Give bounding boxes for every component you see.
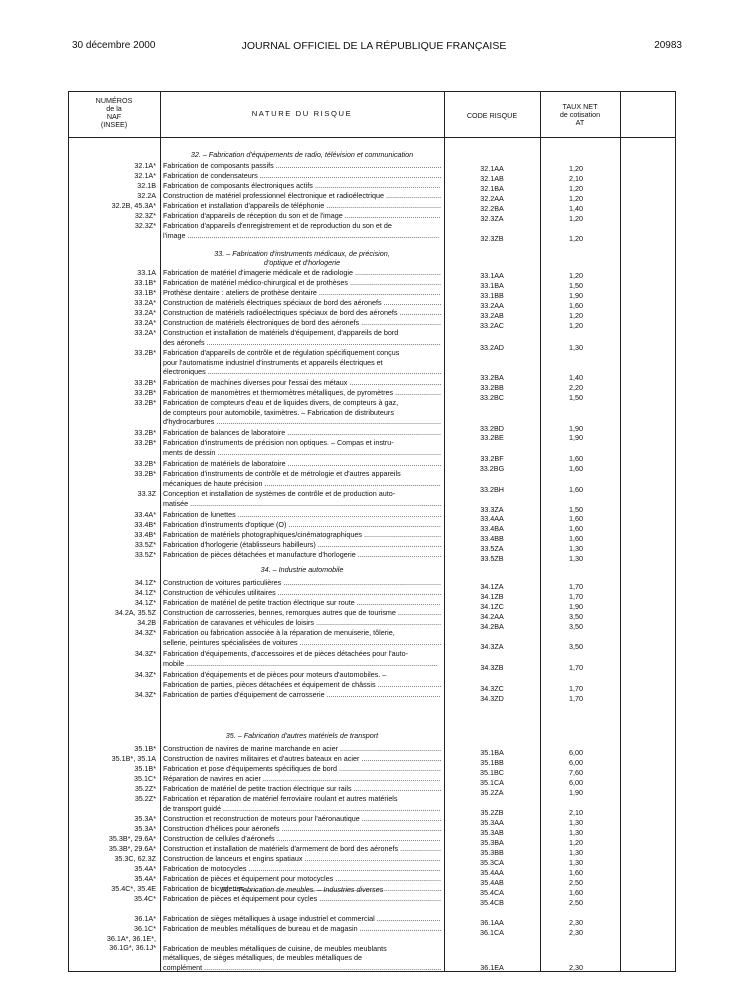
risk-rate: 1,40 xyxy=(569,373,583,382)
risk-code: 33.5ZA xyxy=(480,544,504,553)
risk-rate: 2,10 xyxy=(569,174,583,183)
risk-code: 35.4CB xyxy=(480,898,504,907)
risk-rate: 1,50 xyxy=(569,505,583,514)
risk-code: 35.1BB xyxy=(480,758,504,767)
risk-rate: 6,00 xyxy=(569,748,583,757)
risk-nature: Fabrication de balances de laboratoire ..... xyxy=(163,429,441,437)
risk-code: 35.4AA xyxy=(480,868,504,877)
risk-nature: Fabrication et installation d'appareils de téléphonie ..... xyxy=(163,202,441,210)
risk-code: 34.1ZB xyxy=(480,592,504,601)
risk-rate: 2,30 xyxy=(569,928,583,937)
column-header-naf-line: (INSEE) xyxy=(100,120,128,129)
risk-code: 33.2BE xyxy=(480,433,504,442)
naf-code: 33.2B* xyxy=(134,388,156,397)
risk-nature: Fabrication d'appareils de contrôle et de régulation spécifiquement conçus xyxy=(163,349,400,357)
naf-code: 32.3Z* xyxy=(134,211,156,220)
column-header-taux xyxy=(540,103,620,127)
naf-code: 35.1B*, 35.1A xyxy=(111,754,156,763)
risk-nature: Construction et installation de matériels d'armement de bord des aéronefs ..... xyxy=(163,845,441,853)
naf-code: 33.2A* xyxy=(134,328,156,337)
naf-code: 35.4C*, 35.4E xyxy=(111,884,156,893)
risk-rate: 1,30 xyxy=(569,818,583,827)
risk-nature: l'image ..... xyxy=(163,232,441,240)
risk-nature: Fabrication de motocycles ..... xyxy=(163,865,441,873)
risk-nature: Fabrication de manomètres et thermomètres métalliques, de pyromètres ..... xyxy=(163,389,441,397)
risk-code: 32.2AA xyxy=(480,194,504,203)
naf-code: 32.2A xyxy=(137,191,156,200)
risk-nature: Réparation de navires en acier ..... xyxy=(163,775,441,783)
risk-rate: 1,60 xyxy=(569,301,583,310)
section-title: 32. – Fabrication d'équipements de radio, télévision et communication xyxy=(190,150,414,159)
risk-nature: Construction de cellules d'aéronefs ..... xyxy=(163,835,441,843)
naf-code: 33.1B* xyxy=(134,278,156,287)
naf-code: 32.1A* xyxy=(134,171,156,180)
naf-code: 33.3Z xyxy=(137,489,156,498)
naf-code: 33.4B* xyxy=(134,530,156,539)
naf-code: 34.3Z* xyxy=(134,670,156,679)
risk-code: 32.2BA xyxy=(480,204,504,213)
risk-rate: 2,50 xyxy=(569,898,583,907)
risk-nature: Fabrication d'appareils de réception du son et de l'image ..... xyxy=(163,212,441,220)
risk-code: 33.4BB xyxy=(480,534,504,543)
risk-nature: Construction de matériel professionnel électronique et radioélectrique ..... xyxy=(163,192,441,200)
section-title: 34. – Industrie automobile xyxy=(260,565,344,574)
risk-code: 35.1CA xyxy=(480,778,504,787)
column-header-taux-line: de cotisation xyxy=(559,110,601,119)
risk-nature: Fabrication de lunettes ..... xyxy=(163,511,441,519)
risk-nature: Fabrication ou fabrication associée à la réparation de menuiserie, tôlerie, xyxy=(163,629,395,637)
naf-code: 36.1A* xyxy=(134,914,156,923)
risk-rate: 1,20 xyxy=(569,271,583,280)
risk-rate: 1,50 xyxy=(569,393,583,402)
risk-nature: Fabrication de matériel de petite traction électrique sur route ..... xyxy=(163,599,441,607)
risk-nature: ments de dessin ..... xyxy=(163,449,441,457)
naf-code: 32.1A* xyxy=(134,161,156,170)
risk-rate: 1,60 xyxy=(569,485,583,494)
risk-nature: Construction de matériels électriques spéciaux de bord des aéronefs ..... xyxy=(163,299,441,307)
risk-code: 35.4AB xyxy=(480,878,504,887)
risk-rate: 1,20 xyxy=(569,311,583,320)
naf-code: 33.2B* xyxy=(134,398,156,407)
risk-rate: 1,20 xyxy=(569,321,583,330)
risk-nature: Construction et installation de matériels d'équipement, d'appareils de bord xyxy=(163,329,399,337)
risk-rate: 1,20 xyxy=(569,214,583,223)
risk-rate: 1,30 xyxy=(569,544,583,553)
risk-nature: Construction de matériels radioélectriques spéciaux de bord des aéronefs ..... xyxy=(163,309,441,317)
risk-code: 33.2BF xyxy=(480,454,504,463)
risk-code: 36.1EA xyxy=(480,963,504,972)
risk-code: 32.1AB xyxy=(480,174,504,183)
naf-code: 34.1Z* xyxy=(134,598,156,607)
risk-nature: Fabrication et pose d'équipements spécifiques de bord ..... xyxy=(163,765,441,773)
risk-code: 33.1BB xyxy=(480,291,504,300)
naf-code: 35.4C* xyxy=(134,894,156,903)
risk-rate: 1,70 xyxy=(569,582,583,591)
risk-nature: Fabrication d'horlogerie (établisseurs habilleurs) ..... xyxy=(163,541,441,549)
risk-nature: sellerie, peintures spécialisées de voitures ..... xyxy=(163,639,441,647)
risk-nature: mécaniques de haute précision ..... xyxy=(163,480,441,488)
risk-rate: 1,90 xyxy=(569,602,583,611)
naf-code: 33.2A* xyxy=(134,318,156,327)
naf-code: 35.4A* xyxy=(134,864,156,873)
risk-nature: Fabrication de meubles métalliques de bureau et de magasin ..... xyxy=(163,925,441,933)
risk-code: 33.2BH xyxy=(480,485,504,494)
column-header-nature: NATURE DU RISQUE xyxy=(251,109,353,118)
naf-code: 33.2B* xyxy=(134,378,156,387)
naf-code: 35.3B*, 29.6A* xyxy=(108,834,156,843)
risk-rate: 1,60 xyxy=(569,868,583,877)
risk-nature: Construction de navires de marine marchande en acier ..... xyxy=(163,745,441,753)
naf-code: 33.2B* xyxy=(134,428,156,437)
risk-nature: Fabrication d'instruments de contrôle et de métrologie et d'autres appareils xyxy=(163,470,401,478)
naf-code: 33.2B* xyxy=(134,348,156,357)
column-header-naf-line: de la xyxy=(106,104,122,113)
risk-nature: Fabrication de matériel de petite traction électrique sur rails ..... xyxy=(163,785,441,793)
risk-code: 35.2ZB xyxy=(480,808,504,817)
risk-nature: pour l'automatisme industriel d'instruments et appareils électriques et xyxy=(163,358,383,367)
naf-code: 35.1B* xyxy=(134,764,156,773)
risk-nature: Fabrication de condensateurs ..... xyxy=(163,172,441,180)
risk-code: 33.1BA xyxy=(480,281,504,290)
section-title: 36. – Fabrication de meubles. – Industries diverses xyxy=(220,885,384,894)
header-rule xyxy=(68,137,676,138)
risk-rate: 1,90 xyxy=(569,788,583,797)
naf-code: 33.5Z* xyxy=(134,550,156,559)
naf-code: 33.1A xyxy=(137,268,156,277)
risk-code: 33.3ZA xyxy=(480,505,504,514)
risk-rate: 1,60 xyxy=(569,534,583,543)
naf-code: 33.2B* xyxy=(134,459,156,468)
risk-rate: 2,30 xyxy=(569,918,583,927)
risk-nature: Fabrication de matériel médico-chirurgical et de prothèses ..... xyxy=(163,279,441,287)
section-title: 35. – Fabrication d'autres matériels de transport xyxy=(225,731,379,740)
column-divider xyxy=(160,91,161,972)
risk-rate: 6,00 xyxy=(569,758,583,767)
naf-code: 36.1G*, 36.1J* xyxy=(109,943,156,952)
risk-nature: Fabrication de parties, pièces détachées et équipement de châssis ..... xyxy=(163,681,441,689)
header-page-number: 20983 xyxy=(654,40,682,51)
naf-code: 34.3Z* xyxy=(134,649,156,658)
risk-rate: 1,60 xyxy=(569,514,583,523)
risk-nature: Fabrication d'équipements, d'accessoires et de pièces détachées pour l'auto- xyxy=(163,650,409,658)
section-title: d'optique et d'horlogerie xyxy=(263,258,341,267)
risk-rate: 1,70 xyxy=(569,663,583,672)
risk-rate: 1,30 xyxy=(569,858,583,867)
risk-code: 34.3ZA xyxy=(480,642,504,651)
risk-nature: Construction de voitures particulières ..... xyxy=(163,579,441,587)
risk-rate: 1,20 xyxy=(569,838,583,847)
risk-code: 33.2BG xyxy=(479,464,505,473)
risk-code: 35.3AB xyxy=(480,828,504,837)
risk-nature: Construction d'hélices pour aéronefs ..... xyxy=(163,825,441,833)
risk-code: 33.2BA xyxy=(480,373,504,382)
naf-code: 35.1B* xyxy=(134,744,156,753)
risk-nature: Fabrication de sièges métalliques à usage industriel et commercial ..... xyxy=(163,915,441,923)
risk-code: 32.3ZA xyxy=(480,214,504,223)
column-header-taux-line: AT xyxy=(575,118,585,127)
risk-nature: Fabrication de meubles métalliques de cuisine, de meubles meublants xyxy=(163,944,387,953)
risk-nature: Fabrication de compteurs d'eau et de liquides divers, de compteurs à gaz, xyxy=(163,399,399,407)
risk-rate: 1,30 xyxy=(569,554,583,563)
risk-nature: Fabrication de bicyclettes ..... xyxy=(163,885,441,893)
risk-nature: complément ..... xyxy=(163,964,441,972)
risk-rate: 7,60 xyxy=(569,768,583,777)
column-header-naf-line: NAF xyxy=(106,112,122,121)
risk-code: 33.2BC xyxy=(480,393,504,402)
risk-code: 32.1AA xyxy=(480,164,504,173)
risk-code: 35.1BA xyxy=(480,748,504,757)
risk-nature: Construction de matériels électroniques de bord des aéronefs ..... xyxy=(163,319,441,327)
naf-code: 32.3Z* xyxy=(134,221,156,230)
risk-nature: électroniques ..... xyxy=(163,368,441,376)
naf-code: 34.2A, 35.5Z xyxy=(114,608,156,617)
naf-code: 33.4B* xyxy=(134,520,156,529)
risk-nature: Fabrication de caravanes et véhicules de loisirs ..... xyxy=(163,619,441,627)
risk-rate: 6,00 xyxy=(569,778,583,787)
risk-rate: 3,50 xyxy=(569,622,583,631)
risk-nature: Fabrication de pièces et équipement pour motocycles ..... xyxy=(163,875,441,883)
risk-code: 33.5ZB xyxy=(480,554,504,563)
risk-code: 33.2AC xyxy=(480,321,504,330)
naf-code: 35.1C* xyxy=(134,774,156,783)
risk-code: 35.4CA xyxy=(480,888,504,897)
risk-nature: Fabrication de pièces détachées et manufacture d'horlogerie ..... xyxy=(163,551,441,559)
risk-nature: Fabrication de pièces et équipement pour cycles ..... xyxy=(163,895,441,903)
risk-nature: Construction de navires militaires et d'autres bateaux en acier ..... xyxy=(163,755,441,763)
column-divider xyxy=(444,91,445,972)
risk-nature: métalliques, de sièges métalliques, de meubles métalliques de xyxy=(163,954,362,962)
risk-rate: 1,90 xyxy=(569,291,583,300)
column-header-naf xyxy=(68,97,160,129)
column-header-taux-line: TAUX NET xyxy=(562,102,598,111)
naf-code: 33.2A* xyxy=(134,298,156,307)
risk-code: 34.2AA xyxy=(480,612,504,621)
risk-rate: 1,20 xyxy=(569,194,583,203)
naf-code: 34.1Z* xyxy=(134,578,156,587)
risk-code: 34.3ZD xyxy=(480,694,504,703)
risk-nature: de transport guidé ..... xyxy=(163,805,441,813)
risk-code: 35.2ZA xyxy=(480,788,504,797)
risk-code: 33.2AD xyxy=(480,343,504,352)
risk-code: 34.3ZC xyxy=(480,684,504,693)
risk-code: 34.1ZA xyxy=(480,582,504,591)
risk-nature: Prothèse dentaire : ateliers de prothèse dentaire ..... xyxy=(163,289,441,297)
risk-nature: Fabrication d'appareils d'enregistrement et de reproduction du son et de xyxy=(163,222,392,230)
risk-nature: Fabrication de matériels de laboratoire ..... xyxy=(163,460,441,468)
risk-rate: 2,50 xyxy=(569,878,583,887)
risk-nature: de compteurs pour automobile, taximètres. – Fabrication de distributeurs xyxy=(163,408,394,417)
naf-code: 35.2Z* xyxy=(134,784,156,793)
risk-code: 32.1BA xyxy=(480,184,504,193)
header-date: 30 décembre 2000 xyxy=(72,40,156,51)
risk-code: 33.2AB xyxy=(480,311,504,320)
column-header-naf-line: NUMÉROS xyxy=(95,96,133,105)
risk-code: 33.2AA xyxy=(480,301,504,310)
naf-code: 33.2A* xyxy=(134,308,156,317)
risk-rate: 1,30 xyxy=(569,848,583,857)
risk-nature: Construction de carrosseries, bennes, remorques autres que de tourisme ..... xyxy=(163,609,441,617)
risk-code: 36.1CA xyxy=(480,928,504,937)
risk-nature: Fabrication de parties d'équipement de carrosserie ..... xyxy=(163,691,441,699)
risk-nature: Fabrication d'instruments d'optique (O) ..... xyxy=(163,521,441,529)
risk-code: 35.1BC xyxy=(480,768,504,777)
risk-code: 36.1AA xyxy=(480,918,504,927)
risk-rate: 1,90 xyxy=(569,433,583,442)
naf-code: 36.1A*, 36.1E*, xyxy=(106,934,156,943)
risk-rate: 2,20 xyxy=(569,383,583,392)
risk-rate: 2,10 xyxy=(569,808,583,817)
risk-rate: 1,70 xyxy=(569,592,583,601)
risk-rate: 1,60 xyxy=(569,524,583,533)
naf-code: 35.4A* xyxy=(134,874,156,883)
header-title: JOURNAL OFFICIEL DE LA RÉPUBLIQUE FRANÇAISE xyxy=(241,40,507,52)
risk-nature: des aéronefs ..... xyxy=(163,339,441,347)
risk-code: 33.2BB xyxy=(480,383,504,392)
risk-nature: Conception et installation de systèmes de contrôle et de production auto- xyxy=(163,490,396,498)
naf-code: 34.3Z* xyxy=(134,628,156,637)
risk-rate: 1,60 xyxy=(569,888,583,897)
risk-rate: 1,90 xyxy=(569,424,583,433)
risk-nature: matisée ..... xyxy=(163,500,441,508)
naf-code: 35.3A* xyxy=(134,824,156,833)
risk-rate: 1,60 xyxy=(569,464,583,473)
risk-code: 35.3CA xyxy=(480,858,504,867)
risk-nature: Fabrication de composants électroniques actifs ..... xyxy=(163,182,441,190)
column-divider xyxy=(620,91,621,972)
risk-rate: 1,30 xyxy=(569,343,583,352)
risk-code: 33.2BD xyxy=(480,424,504,433)
risk-code: 34.1ZC xyxy=(480,602,504,611)
risk-code: 35.3BB xyxy=(480,848,504,857)
naf-code: 34.2B xyxy=(137,618,156,627)
risk-code: 33.4BA xyxy=(480,524,504,533)
naf-code: 33.2B* xyxy=(134,469,156,478)
naf-code: 33.5Z* xyxy=(134,540,156,549)
naf-code: 32.2B, 45.3A* xyxy=(111,201,156,210)
risk-nature: d'hydrocarbures ..... xyxy=(163,418,441,426)
risk-code: 34.3ZB xyxy=(480,663,504,672)
risk-rate: 2,30 xyxy=(569,963,583,972)
risk-nature: Fabrication de composants passifs ..... xyxy=(163,162,441,170)
risk-nature: Construction et reconstruction de moteurs pour l'aéronautique ..... xyxy=(163,815,441,823)
risk-rate: 1,60 xyxy=(569,454,583,463)
risk-rate: 1,70 xyxy=(569,684,583,693)
risk-nature: Fabrication et réparation de matériel ferroviaire roulant et autres matériels xyxy=(163,795,398,803)
naf-code: 33.2B* xyxy=(134,438,156,447)
risk-rate: 1,70 xyxy=(569,694,583,703)
section-title: 33. – Fabrication d'instruments médicaux, de précision, xyxy=(214,249,390,258)
risk-code: 35.3BA xyxy=(480,838,504,847)
naf-code: 36.1C* xyxy=(134,924,156,933)
risk-rate: 1,20 xyxy=(569,184,583,193)
naf-code: 33.4A* xyxy=(134,510,156,519)
risk-nature: Fabrication de matériels photographiques/cinématographiques ..... xyxy=(163,531,441,539)
risk-nature: mobile ..... xyxy=(163,660,441,668)
risk-code: 34.2BA xyxy=(480,622,504,631)
naf-code: 32.1B xyxy=(137,181,156,190)
risk-rate: 1,20 xyxy=(569,234,583,243)
risk-code: 33.4AA xyxy=(480,514,504,523)
risk-nature: Fabrication de machines diverses pour l'essai des métaux ..... xyxy=(163,379,441,387)
risk-nature: Fabrication d'équipements et de pièces pour moteurs d'automobiles. – xyxy=(163,671,387,679)
risk-rate: 1,20 xyxy=(569,164,583,173)
risk-rate: 1,40 xyxy=(569,204,583,213)
naf-code: 35.2Z* xyxy=(134,794,156,803)
risk-rate: 1,50 xyxy=(569,281,583,290)
risk-code: 35.3AA xyxy=(480,818,504,827)
risk-nature: Fabrication d'instruments de précision non optiques. – Compas et instru- xyxy=(163,439,394,447)
risk-nature: Construction de lanceurs et engins spatiaux ..... xyxy=(163,855,441,863)
naf-code: 35.3A* xyxy=(134,814,156,823)
risk-rate: 3,50 xyxy=(569,612,583,621)
naf-code: 33.1B* xyxy=(134,288,156,297)
risk-nature: Fabrication de matériel d'imagerie médicale et de radiologie ..... xyxy=(163,269,441,277)
column-header-code: CODE RISQUE xyxy=(466,111,518,120)
risk-code: 32.3ZB xyxy=(480,234,504,243)
risk-rate: 1,30 xyxy=(569,828,583,837)
naf-code: 34.1Z* xyxy=(134,588,156,597)
naf-code: 35.3C, 62.3Z xyxy=(114,854,156,863)
naf-code: 35.3B*, 29.6A* xyxy=(108,844,156,853)
risk-code: 33.1AA xyxy=(480,271,504,280)
risk-nature: Construction de véhicules utilitaires ..... xyxy=(163,589,441,597)
risk-rate: 3,50 xyxy=(569,642,583,651)
naf-code: 34.3Z* xyxy=(134,690,156,699)
